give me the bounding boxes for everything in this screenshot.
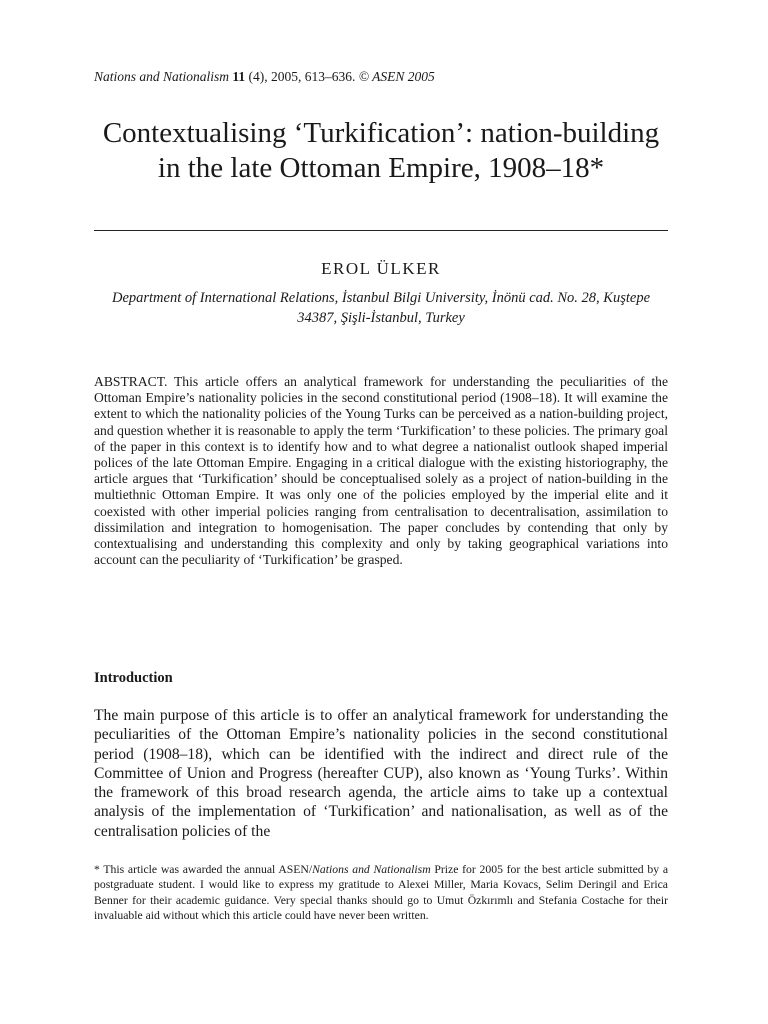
article-title: Contextualising ‘Turkification’: nation-building in the late Ottoman Empire, 1908–18* [102,117,660,184]
footnote [94,862,668,923]
author-name: EROL ÜLKER [321,259,441,278]
introduction-heading: Introduction [94,670,173,686]
author-affiliation: Department of International Relations, İstanbul Bilgi University, İnönü cad. No. 28, Kuştepe 34387, Şişli-İstanbul, Turkey [111,290,651,326]
abstract-text: ABSTRACT. This article offers an analytical framework for understanding the peculiarities of the Ottoman Empire’s nationality policies in the second constitutional period (1908–18). It will examine the extent to which the nationality policies of the Young Turks can be perceived as a nation-building project, and question whether it is reasonable to apply the term ‘Turkification’ to these policies. The primary goal of the paper in this context is to identify how and to what degree a nationalist outlook shaped imperial polices of the late Ottoman Empire. Engaging in a critical dialogue with the existing historiography, the article argues that ‘Turkification’ should be conceptualised solely as a project of nation-building in the multiethnic Ottoman Empire. It was only one of the policies employed by the imperial elite and it coexisted with other imperial policies ranging from centralisation to decentralisation, assimilation to dissimilation and integration to homogenisation. The paper concludes by contending that only by contextualising and understanding this complexity and only by taking geographical variations into account can the peculiarity of ‘Turkification’ be grasped. [94,374,668,568]
journal-citation [94,68,674,86]
title-divider [94,230,668,231]
journal-name: Nations and Nationalism [94,69,230,84]
footnote-text-end: Prize for 2005 for the best article submitted by a postgraduate student. I would like to express my gratitude to Alexei Miller, Maria Kovacs, Selim Deringil and Erica Benner for their academic guidance. Very special thanks should go to Umut Özkırımlı and Stefania Costache for their invaluable aid without which this article could have never been written. [94,863,669,922]
footnote-journal: Nations and Nationalism [312,863,431,876]
introduction-text: The main purpose of this article is to offer an analytical framework for understanding the peculiarities of the Ottoman Empire’s nationality policies in the second constitutional period (1908–18), which can be identified with the indirect and direct rule of the Committee of Union and Progress (hereafter CUP), also known as ‘Young Turks’. Within the framework of this broad research agenda, the article aims to take up a contextual analysis of the implementation of ‘Turkification’ and nationalisation, as well as of the centralisation policies of the [94,707,668,840]
journal-volume: 11 [232,69,246,84]
journal-issue-pages: (4), 2005, 613–636. [245,69,359,84]
footnote-text-start: * This article was awarded the annual ASEN/ [94,863,313,876]
journal-copyright: © ASEN 2005 [358,69,435,84]
